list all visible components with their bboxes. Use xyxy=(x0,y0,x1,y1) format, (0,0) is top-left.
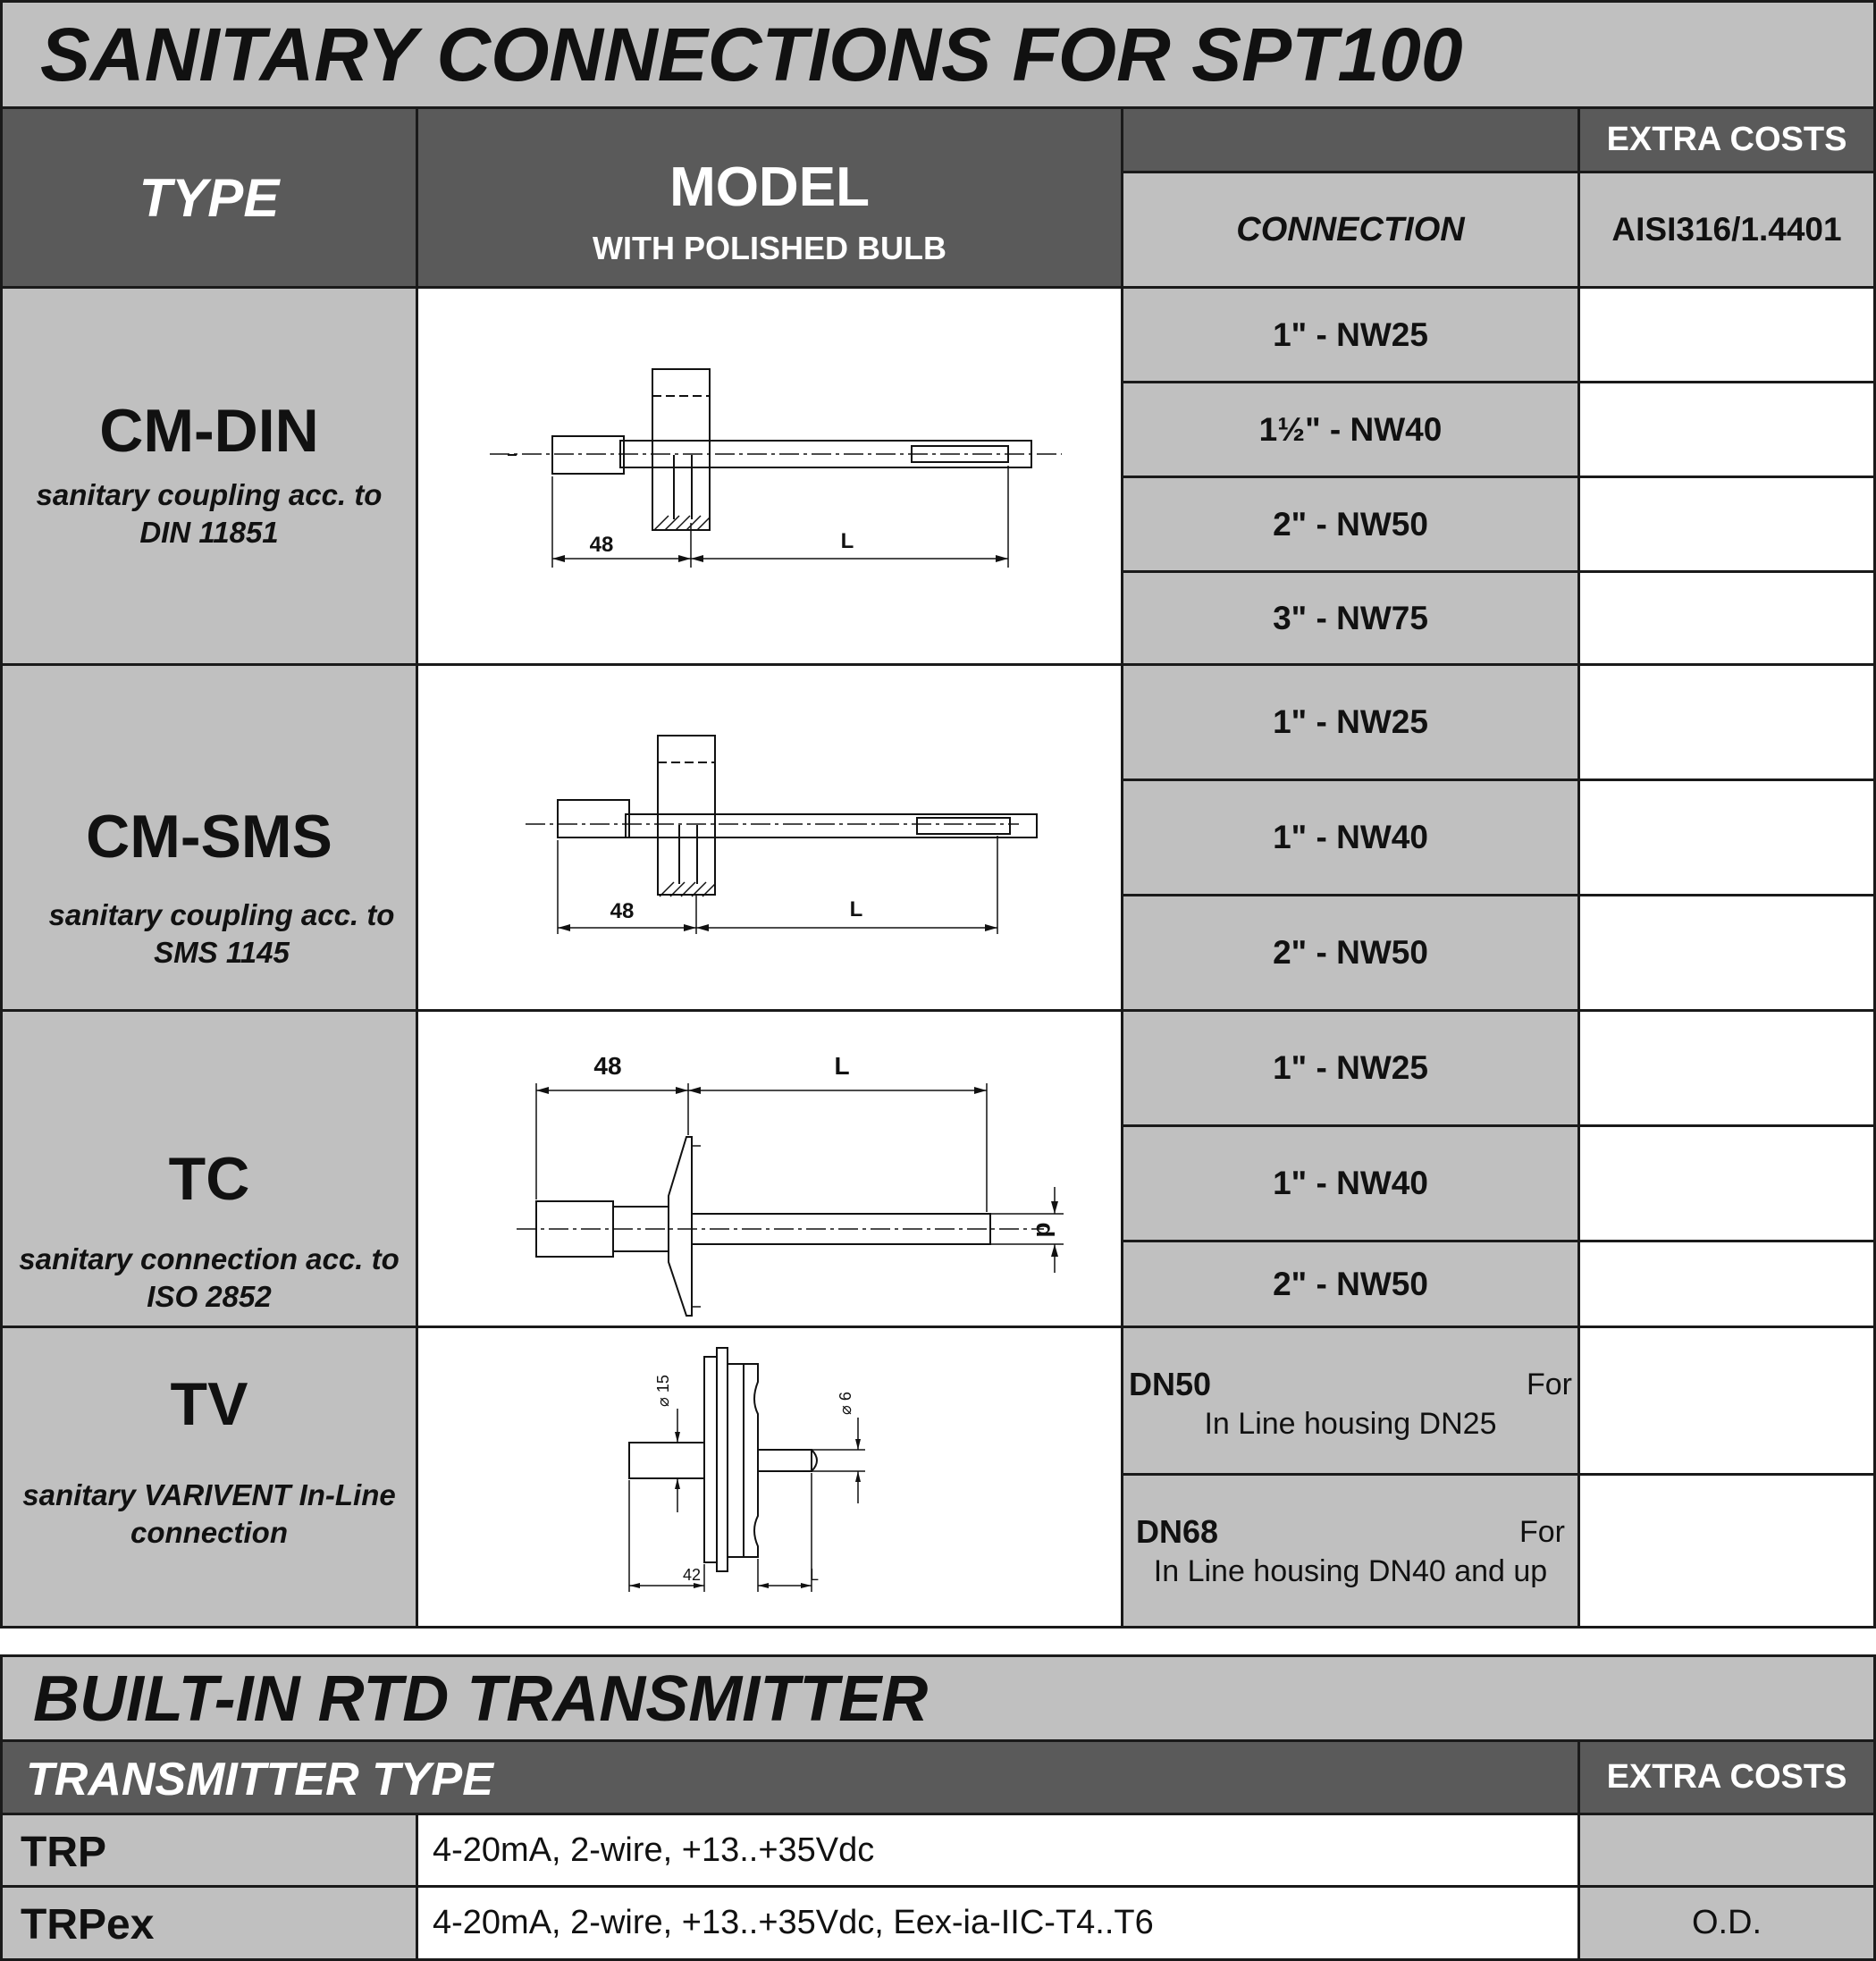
connection-cell xyxy=(1121,570,1580,666)
dimension-label: 48 xyxy=(610,899,635,923)
dimension-label: 42 xyxy=(682,1566,702,1584)
extra-cost-cell xyxy=(1577,1240,1876,1328)
model-drawing-cm-din xyxy=(416,286,1123,666)
type-description-line: sanitary coupling acc. to xyxy=(36,478,383,511)
connection-cell xyxy=(1121,1473,1580,1629)
transmitter-title-bar xyxy=(0,1654,1876,1742)
extra-cost-cell xyxy=(1577,286,1876,383)
connection-label: 2" - NW50 xyxy=(1273,934,1428,971)
type-description-line: DIN 11851 xyxy=(139,516,279,549)
transmitter-type-header-label: TRANSMITTER TYPE xyxy=(26,1754,493,1805)
connection-label: 3" - NW75 xyxy=(1273,599,1428,636)
type-name: CM-DIN xyxy=(99,397,319,465)
transmitter-name: TRPex xyxy=(21,1901,155,1948)
connection-label: 1" - NW25 xyxy=(1273,316,1428,353)
dimension-label: ⌀ 6 xyxy=(837,1392,854,1415)
type-description-line: sanitary VARIVENT In-Line xyxy=(22,1478,396,1511)
transmitter-name-cell xyxy=(0,1813,418,1888)
connection-cell xyxy=(1121,663,1580,781)
type-description-line: sanitary connection acc. to xyxy=(19,1242,400,1275)
cm-sms-drawing xyxy=(418,666,1121,1009)
model-header-label: MODEL xyxy=(669,156,870,218)
type-description-line: ISO 2852 xyxy=(147,1280,272,1313)
type-description xyxy=(3,1241,416,1316)
transmitter-description: 4-20mA, 2-wire, +13..+35Vdc xyxy=(433,1831,875,1869)
tc-drawing xyxy=(418,1012,1121,1326)
transmitter-name-cell xyxy=(0,1885,418,1961)
dimension-label: L xyxy=(840,529,854,553)
connection-label: 1" - NW40 xyxy=(1273,819,1428,855)
connection-label: 1" - NW40 xyxy=(1273,1165,1428,1201)
material-header xyxy=(1577,171,1876,289)
connection-header xyxy=(1121,171,1580,289)
type-cell-cm-din xyxy=(0,286,418,666)
extra-cost-cell xyxy=(1577,1473,1876,1629)
connection-cell xyxy=(1121,476,1580,573)
type-cell-tc xyxy=(0,1009,418,1328)
sanitary-title: SANITARY CONNECTIONS FOR SPT100 xyxy=(40,13,1463,97)
type-description-line: connection xyxy=(130,1516,288,1549)
model-header-sublabel: WITH POLISHED BULB xyxy=(593,230,946,266)
model-drawing-tv xyxy=(416,1326,1123,1629)
transmitter-desc-cell xyxy=(416,1813,1580,1888)
connection-label: 2" - NW50 xyxy=(1273,505,1428,543)
dimension-label: L xyxy=(834,1052,850,1080)
extra-cost-cell xyxy=(1577,381,1876,478)
extra-cost-cell xyxy=(1577,570,1876,666)
dimension-label: d xyxy=(1031,1222,1059,1238)
housing-label: In Line housing DN25 xyxy=(1204,1407,1497,1441)
type-description xyxy=(15,896,428,972)
dn-label: DN68 xyxy=(1136,1513,1219,1550)
for-label: For xyxy=(1527,1368,1572,1401)
connection-cell xyxy=(1121,894,1580,1012)
connection-label: 1½" - NW40 xyxy=(1258,410,1443,448)
connection-label: 1" - NW25 xyxy=(1273,1049,1428,1086)
type-description xyxy=(3,476,416,551)
connection-cell xyxy=(1121,286,1580,383)
type-name: TV xyxy=(170,1370,248,1438)
extra-cost-cell xyxy=(1577,779,1876,896)
extra-cost-cell xyxy=(1577,894,1876,1012)
model-header xyxy=(416,106,1123,289)
transmitter-name: TRP xyxy=(21,1829,106,1876)
type-cell-tv xyxy=(0,1326,418,1629)
dimension-label: 48 xyxy=(593,1052,622,1080)
extra-cost-cell xyxy=(1577,1009,1876,1127)
transmitter-type-header xyxy=(0,1739,1580,1815)
connection-label: 1" - NW25 xyxy=(1273,703,1428,740)
type-name: TC xyxy=(168,1145,250,1213)
type-description-line: sanitary coupling acc. to xyxy=(48,898,395,931)
extra-costs-header-label: EXTRA COSTS xyxy=(1606,121,1847,158)
type-cell-cm-sms xyxy=(0,663,418,1012)
model-drawing-cm-sms xyxy=(416,663,1123,1012)
type-header xyxy=(0,106,418,289)
type-name: CM-SMS xyxy=(86,803,332,871)
dimension-label: L xyxy=(849,897,863,922)
transmitter-extra-header-label: EXTRA COSTS xyxy=(1606,1758,1847,1796)
type-header-label: TYPE xyxy=(139,167,280,228)
type-description xyxy=(3,1477,416,1552)
extra-cost-cell xyxy=(1577,1124,1876,1242)
housing-label: In Line housing DN40 and up xyxy=(1153,1554,1548,1588)
transmitter-description: 4-20mA, 2-wire, +13..+35Vdc, Eex-ia-IIC-T4..T6 xyxy=(433,1904,1154,1941)
dimension-label: L xyxy=(809,1566,820,1584)
connection-cell xyxy=(1121,1009,1580,1127)
connection-cell xyxy=(1121,381,1580,478)
connection-header-top xyxy=(1121,106,1580,173)
transmitter-extra-value: O.D. xyxy=(1691,1904,1762,1941)
transmitter-title: BUILT-IN RTD TRANSMITTER xyxy=(33,1663,929,1735)
transmitter-desc-cell xyxy=(416,1885,1580,1961)
transmitter-extra-cell xyxy=(1577,1813,1876,1888)
type-description-line: SMS 1145 xyxy=(154,936,290,969)
connection-cell xyxy=(1121,1124,1580,1242)
connection-cell xyxy=(1121,1240,1580,1328)
connection-cell xyxy=(1121,779,1580,896)
sanitary-title-bar xyxy=(0,0,1876,109)
transmitter-extra-cell xyxy=(1577,1885,1876,1961)
extra-cost-cell xyxy=(1577,476,1876,573)
dimension-label: ⌀ 15 xyxy=(654,1375,672,1407)
extra-costs-header xyxy=(1577,106,1876,173)
model-drawing-tc xyxy=(416,1009,1123,1328)
connection-label: 2" - NW50 xyxy=(1273,1265,1428,1302)
connection-header-label: CONNECTION xyxy=(1236,210,1465,248)
for-label: For xyxy=(1519,1515,1565,1549)
cm-din-drawing xyxy=(418,289,1121,663)
extra-cost-cell xyxy=(1577,663,1876,781)
dn-label: DN50 xyxy=(1129,1366,1212,1402)
material-header-label: AISI316/1.4401 xyxy=(1611,211,1842,248)
connection-cell xyxy=(1121,1326,1580,1476)
transmitter-extra-header xyxy=(1577,1739,1876,1815)
dimension-label: 48 xyxy=(589,533,614,557)
tv-drawing xyxy=(418,1328,1121,1626)
extra-cost-cell xyxy=(1577,1326,1876,1476)
